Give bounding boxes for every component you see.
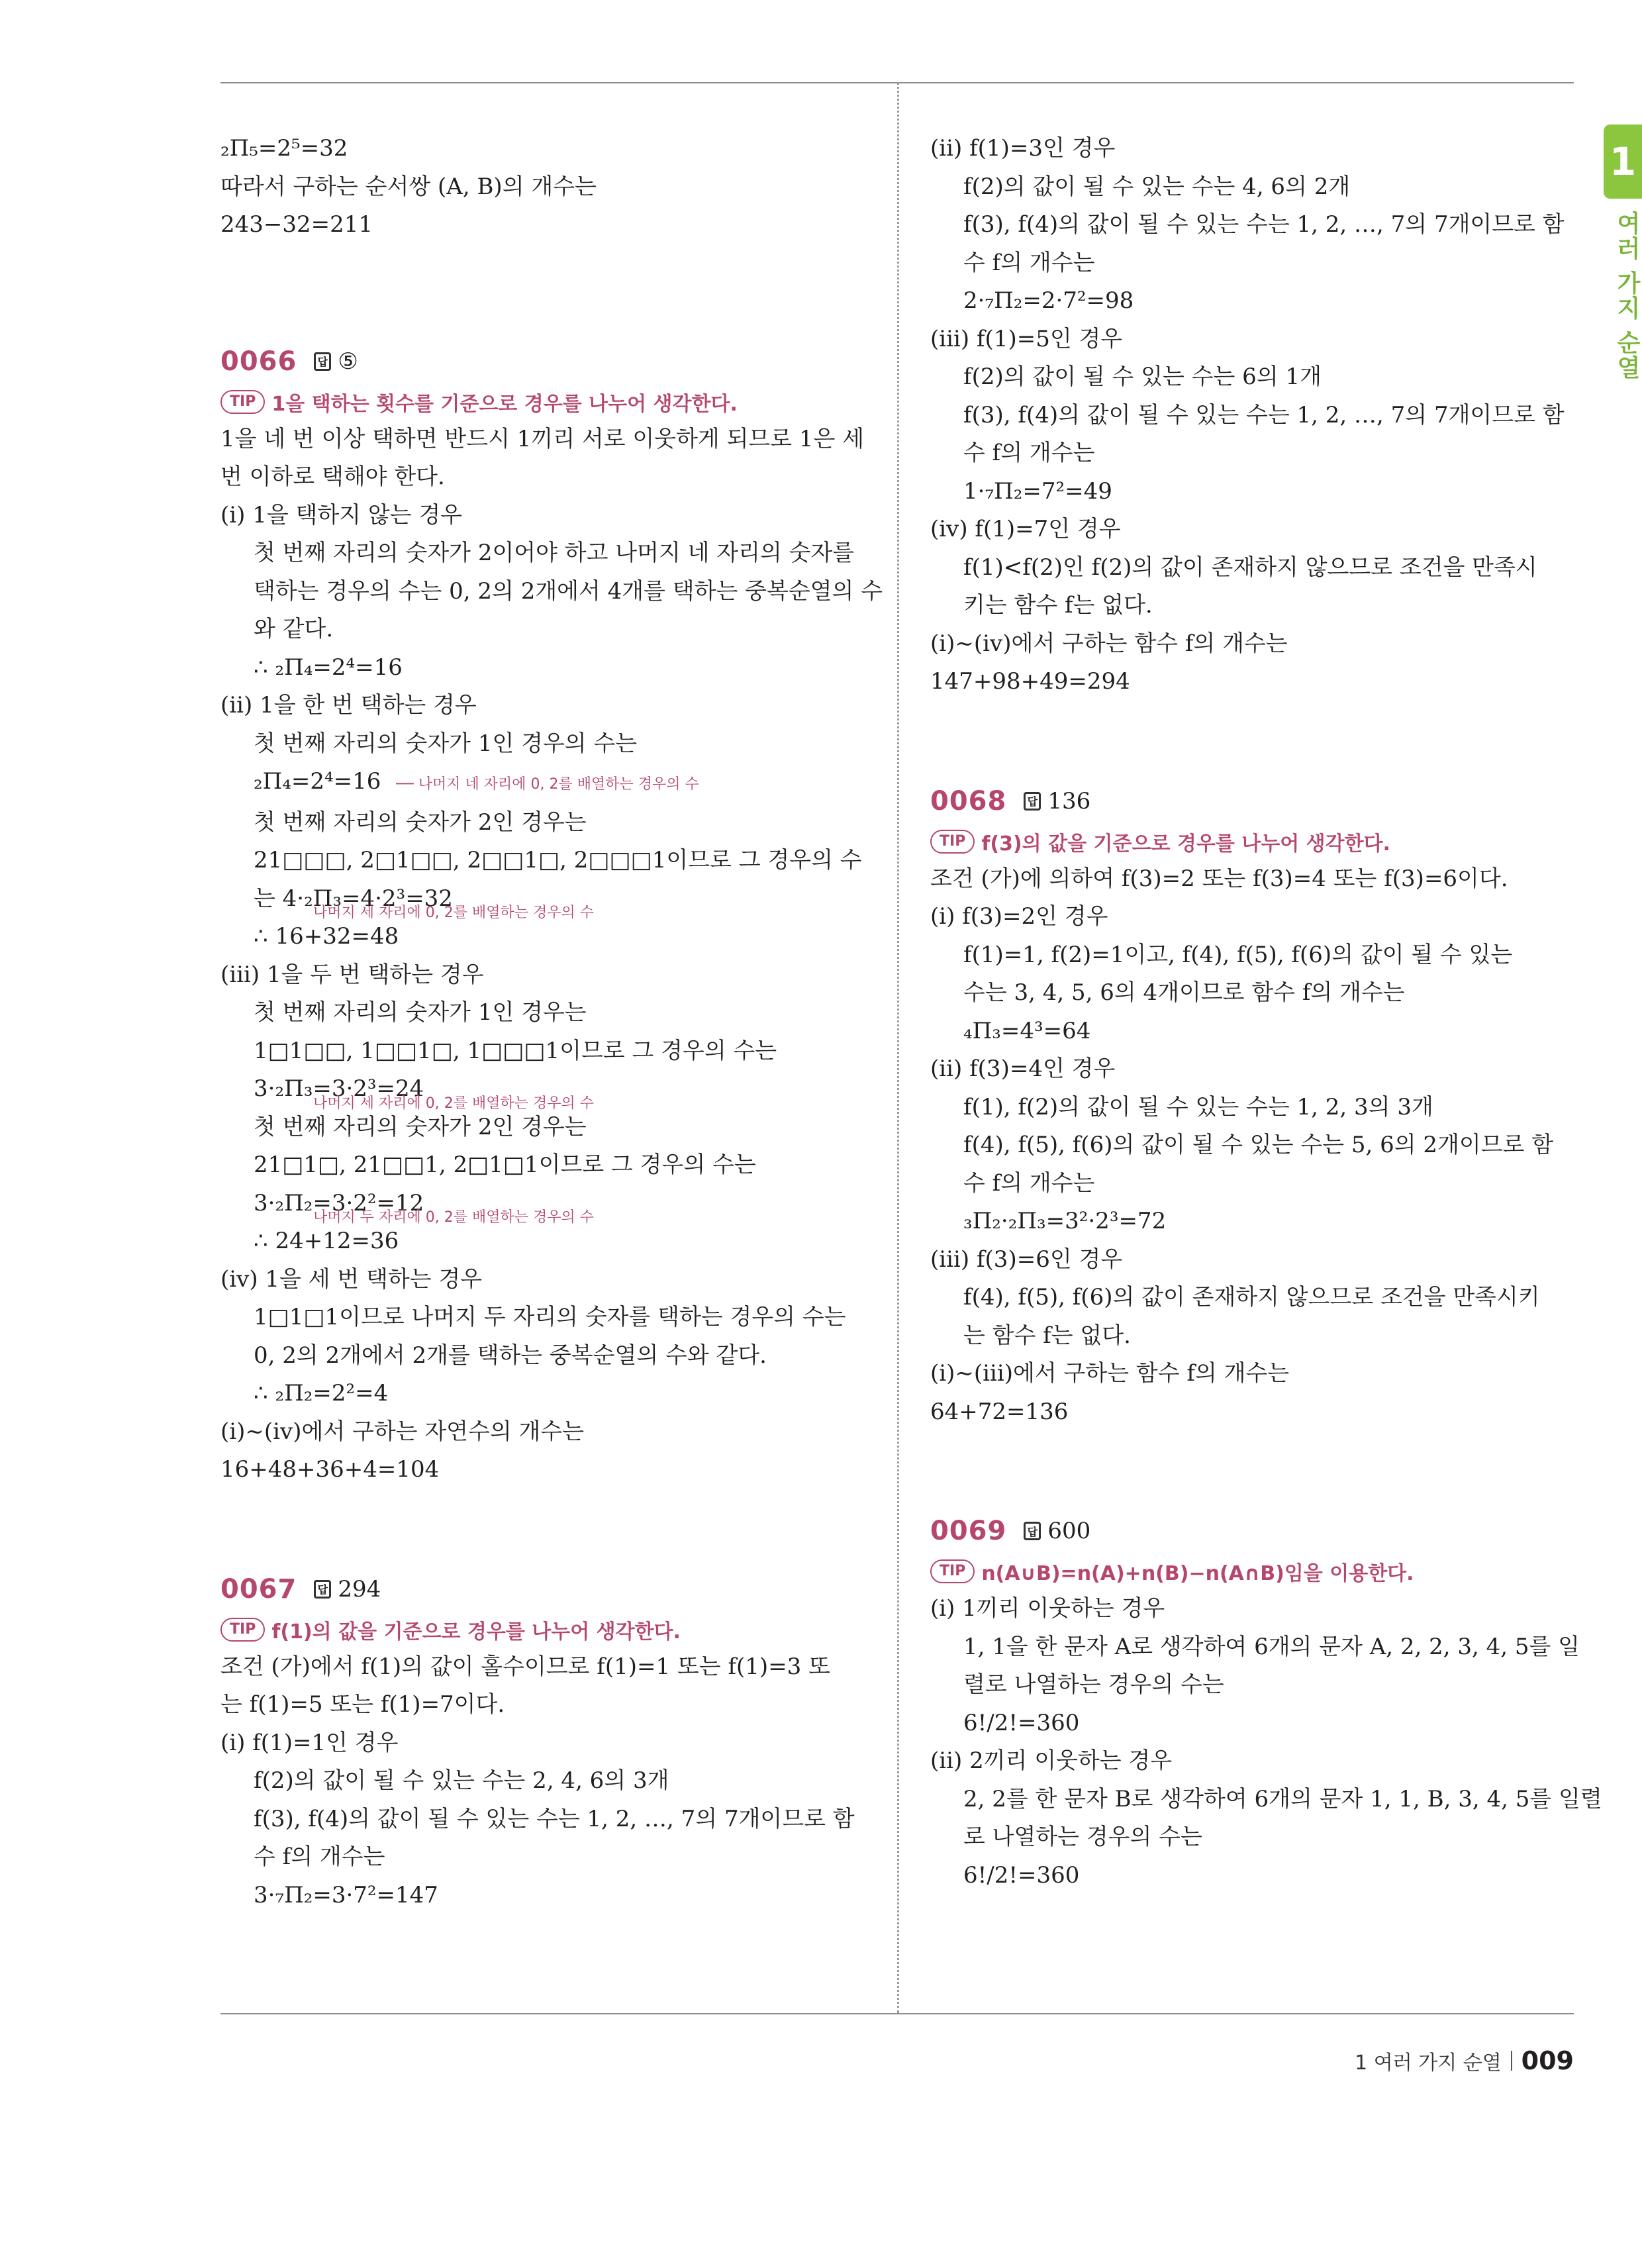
text-line: 0, 2의 2개에서 2개를 택하는 중복순열의 수와 같다. bbox=[254, 1342, 767, 1369]
text-line: f(2)의 값이 될 수 있는 수는 6의 1개 bbox=[963, 364, 1322, 390]
equation: ₂Π₄=2⁴=16 bbox=[254, 768, 381, 795]
text-line: 는 f(1)=5 또는 f(1)=7이다. bbox=[220, 1691, 505, 1718]
text-line: f(3), f(4)의 값이 될 수 있는 수는 1, 2, …, 7의 7개이므로 함 bbox=[254, 1805, 855, 1832]
tip-text: n(A∪B)=n(A)+n(B)−n(A∩B)임을 이용한다. bbox=[981, 1562, 1414, 1585]
page-footer bbox=[1355, 2046, 1574, 2075]
equation-line: ₄Π₃=4³=64 bbox=[963, 1017, 1091, 1044]
case-heading: (ⅰ) f(1)=1인 경우 bbox=[220, 1729, 399, 1756]
equation-line: 1·₇Π₂=7²=49 bbox=[963, 477, 1112, 505]
case-heading: (ⅰ) f(3)=2인 경우 bbox=[930, 903, 1108, 930]
text-line: 렬로 나열하는 경우의 수는 bbox=[963, 1671, 1224, 1698]
problem-header bbox=[930, 779, 1574, 823]
chapter-title-char: 여 bbox=[1617, 211, 1641, 238]
text-line: 1, 1을 한 문자 A로 생각하여 6개의 문자 A, 2, 2, 3, 4, 5를 일 bbox=[963, 1633, 1580, 1660]
text-line: 첫 번째 자리의 숫자가 2이어야 하고 나머지 네 자리의 숫자를 bbox=[254, 540, 855, 566]
text-line: 첫 번째 자리의 숫자가 2인 경우는 bbox=[254, 809, 587, 836]
chapter-side-title bbox=[1616, 212, 1642, 381]
text-line: 따라서 구하는 순서쌍 (A, B)의 개수는 bbox=[220, 173, 597, 200]
text-line: f(2)의 값이 될 수 있는 수는 4, 6의 2개 bbox=[963, 173, 1351, 200]
answer-value: 136 bbox=[1047, 787, 1091, 814]
case-heading: (ⅲ) f(1)=5인 경우 bbox=[930, 325, 1123, 352]
equation-line: 는 4·₂Π₃=4·2³=32 bbox=[254, 885, 453, 912]
equation-line: 6!/2!=360 bbox=[963, 1861, 1080, 1889]
annotation-note: 나머지 두 자리에 0, 2를 배열하는 경우의 수 bbox=[313, 1209, 594, 1226]
text-line: 택하는 경우의 수는 0, 2의 2개에서 4개를 택하는 중복순열의 수 bbox=[254, 577, 883, 605]
problem-header bbox=[220, 1567, 869, 1611]
text-line: 키는 함수 f는 없다. bbox=[963, 592, 1153, 618]
text-line: 첫 번째 자리의 숫자가 2인 경우는 bbox=[254, 1113, 587, 1140]
tip-badge: TIP bbox=[220, 390, 265, 414]
equation-line: 2·₇Π₂=2·7²=98 bbox=[963, 287, 1134, 314]
equation-line: ∴ 24+12=36 bbox=[254, 1228, 399, 1254]
bottom-rule bbox=[220, 2013, 1574, 2014]
tip-badge: TIP bbox=[930, 830, 975, 854]
text-line: 수 f의 개수는 bbox=[254, 1844, 385, 1870]
answer-icon: 답 bbox=[1024, 1522, 1041, 1540]
text-line: 243−32=211 bbox=[220, 211, 373, 238]
answer-icon: 답 bbox=[314, 352, 331, 371]
chapter-title-char: 러 bbox=[1617, 236, 1641, 263]
text-line: 수 f의 개수는 bbox=[963, 440, 1095, 466]
text-line: (ⅰ)~(ⅳ)에서 구하는 함수 f의 개수는 bbox=[930, 630, 1288, 657]
case-heading: (ⅱ) 1을 한 번 택하는 경우 bbox=[220, 692, 477, 718]
equation-line: 3·₂Π₃=3·2³=24 bbox=[254, 1075, 424, 1102]
case-heading: (ⅳ) 1을 세 번 택하는 경우 bbox=[220, 1265, 483, 1293]
annotation-note: 나머지 네 자리에 0, 2를 배열하는 경우의 수 bbox=[418, 776, 699, 793]
tip-text: f(1)의 값을 기준으로 경우를 나누어 생각한다. bbox=[271, 1620, 681, 1644]
text-line: 1□1□1이므로 나머지 두 자리의 숫자를 택하는 경우의 수는 bbox=[254, 1304, 846, 1330]
tip-line bbox=[220, 383, 869, 420]
tip-line bbox=[930, 1553, 1574, 1590]
problem-header bbox=[930, 1509, 1574, 1553]
equation-line: ∴ 16+32=48 bbox=[254, 923, 399, 950]
left-column bbox=[220, 130, 883, 1914]
answer-icon: 답 bbox=[314, 1580, 331, 1599]
case-heading: (ⅰ) 1을 택하지 않는 경우 bbox=[220, 501, 463, 528]
text-line: (ⅰ)~(ⅳ)에서 구하는 자연수의 개수는 bbox=[220, 1418, 585, 1445]
text-line: f(4), f(5), f(6)의 값이 될 수 있는 수는 5, 6의 2개이므로 함 bbox=[963, 1132, 1554, 1158]
tip-text: 1을 택하는 횟수를 기준으로 경우를 나누어 생각한다. bbox=[271, 392, 738, 416]
chapter-tab: 1 bbox=[1604, 124, 1642, 199]
answer-value: 600 bbox=[1047, 1518, 1091, 1544]
equation-line: 3·₂Π₂=3·2²=12 bbox=[254, 1189, 424, 1216]
text-line: f(3), f(4)의 값이 될 수 있는 수는 1, 2, …, 7의 7개이므로 함 bbox=[963, 211, 1565, 238]
result-line: 64+72=136 bbox=[930, 1398, 1069, 1425]
result-line: 147+98+49=294 bbox=[930, 668, 1130, 695]
answer-value: 294 bbox=[338, 1575, 381, 1602]
text-line: 조건 (가)에서 f(1)의 값이 홀수이므로 f(1)=1 또는 f(1)=3 또 bbox=[220, 1653, 830, 1680]
tip-badge: TIP bbox=[930, 1559, 975, 1583]
case-heading: (ⅱ) f(3)=4인 경우 bbox=[930, 1056, 1116, 1082]
case-heading: (ⅰ) 1끼리 이웃하는 경우 bbox=[930, 1595, 1165, 1622]
case-heading: (ⅲ) f(3)=6인 경우 bbox=[930, 1246, 1123, 1273]
equation-line: ∴ ₂Π₂=2²=4 bbox=[254, 1380, 389, 1406]
footer-separator bbox=[1511, 2051, 1512, 2071]
equation-line: ∴ ₂Π₄=2⁴=16 bbox=[254, 654, 403, 681]
text-line: f(1)<f(2)인 f(2)의 값이 존재하지 않으므로 조건을 만족시 bbox=[963, 554, 1537, 581]
equation-line: 3·₇Π₂=3·7²=147 bbox=[254, 1881, 438, 1908]
annotation-note: 나머지 세 자리에 0, 2를 배열하는 경우의 수 bbox=[313, 905, 594, 921]
text-line: 21□□□, 2□1□□, 2□□1□, 2□□□1이므로 그 경우의 수 bbox=[254, 847, 862, 873]
text-line: 는 함수 f는 없다. bbox=[963, 1322, 1131, 1349]
equation-line: 6!/2!=360 bbox=[963, 1709, 1080, 1736]
tip-line bbox=[930, 823, 1574, 860]
result-line: 16+48+36+4=104 bbox=[220, 1456, 440, 1483]
tip-line bbox=[220, 1611, 869, 1648]
text-line: f(1)=1, f(2)=1이고, f(4), f(5), f(6)의 값이 될 수 있는 bbox=[963, 941, 1513, 968]
text-line: 1을 네 번 이상 택하면 반드시 1끼리 서로 이웃하게 되므로 1은 세 bbox=[220, 425, 865, 452]
problem-number: 0068 bbox=[930, 785, 1007, 816]
text-line: f(3), f(4)의 값이 될 수 있는 수는 1, 2, …, 7의 7개이므로 함 bbox=[963, 401, 1565, 428]
text-line: (ⅰ)~(ⅲ)에서 구하는 함수 f의 개수는 bbox=[930, 1360, 1290, 1387]
chapter-title-char: 순 bbox=[1617, 330, 1641, 357]
footer-chapter: 1 여러 가지 순열 bbox=[1355, 2051, 1502, 2075]
text-line: 1□1□□, 1□□1□, 1□□□1이므로 그 경우의 수는 bbox=[254, 1037, 777, 1064]
chapter-title-char: 가 bbox=[1617, 270, 1641, 297]
page-number: 009 bbox=[1521, 2046, 1574, 2075]
chapter-title-char: 지 bbox=[1617, 295, 1641, 322]
answer-value: ⑤ bbox=[338, 348, 358, 375]
equation-line: ₃Π₂·₂Π₃=3²·2³=72 bbox=[963, 1208, 1167, 1234]
tip-text: f(3)의 값을 기준으로 경우를 나누어 생각한다. bbox=[981, 832, 1390, 856]
text-line: 조건 (가)에 의하여 f(3)=2 또는 f(3)=4 또는 f(3)=6이다. bbox=[930, 865, 1508, 892]
text-line: 21□1□, 21□□1, 2□1□1이므로 그 경우의 수는 bbox=[254, 1152, 756, 1178]
problem-number: 0066 bbox=[220, 346, 297, 377]
case-heading: (ⅱ) f(1)=3인 경우 bbox=[930, 135, 1116, 162]
annotation-note: 나머지 세 자리에 0, 2를 배열하는 경우의 수 bbox=[313, 1095, 594, 1112]
text-line: 번 이하로 택해야 한다. bbox=[220, 464, 445, 490]
problem-number: 0069 bbox=[930, 1516, 1007, 1546]
right-column bbox=[930, 130, 1602, 1895]
text-line: 로 나열하는 경우의 수는 bbox=[963, 1824, 1202, 1850]
tip-badge: TIP bbox=[220, 1618, 265, 1642]
answer-icon: 답 bbox=[1024, 792, 1041, 811]
text-line: f(2)의 값이 될 수 있는 수는 2, 4, 6의 3개 bbox=[254, 1767, 669, 1794]
text-line: 2, 2를 한 문자 B로 생각하여 6개의 문자 1, 1, B, 3, 4, 5를 일렬 bbox=[963, 1785, 1602, 1812]
text-line: f(4), f(5), f(6)의 값이 존재하지 않으므로 조건을 만족시키 bbox=[963, 1284, 1540, 1310]
text-line: ₂Π₅=2⁵=32 bbox=[220, 135, 348, 162]
case-heading: (ⅳ) f(1)=7인 경우 bbox=[930, 516, 1121, 542]
text-line: 수는 3, 4, 5, 6의 4개이므로 함수 f의 개수는 bbox=[963, 979, 1405, 1006]
equation-line: ₂Π₄=2⁴=16 ── 나머지 네 자리에 0, 2를 배열하는 경우의 수 bbox=[254, 768, 699, 795]
text-line: 수 f의 개수는 bbox=[963, 249, 1095, 276]
text-line: 수 f의 개수는 bbox=[963, 1169, 1095, 1197]
text-line: 와 같다. bbox=[254, 616, 334, 642]
column-divider bbox=[897, 82, 899, 2013]
chapter-title-char: 열 bbox=[1617, 355, 1641, 382]
text-line: f(1), f(2)의 값이 될 수 있는 수는 1, 2, 3의 3개 bbox=[963, 1093, 1433, 1120]
problem-header bbox=[220, 340, 869, 383]
text-line: 첫 번째 자리의 숫자가 1인 경우의 수는 bbox=[254, 730, 638, 757]
problem-number: 0067 bbox=[220, 1573, 297, 1604]
case-heading: (ⅲ) 1을 두 번 택하는 경우 bbox=[220, 961, 484, 988]
text-line: 첫 번째 자리의 숫자가 1인 경우는 bbox=[254, 999, 587, 1026]
case-heading: (ⅱ) 2끼리 이웃하는 경우 bbox=[930, 1748, 1173, 1774]
